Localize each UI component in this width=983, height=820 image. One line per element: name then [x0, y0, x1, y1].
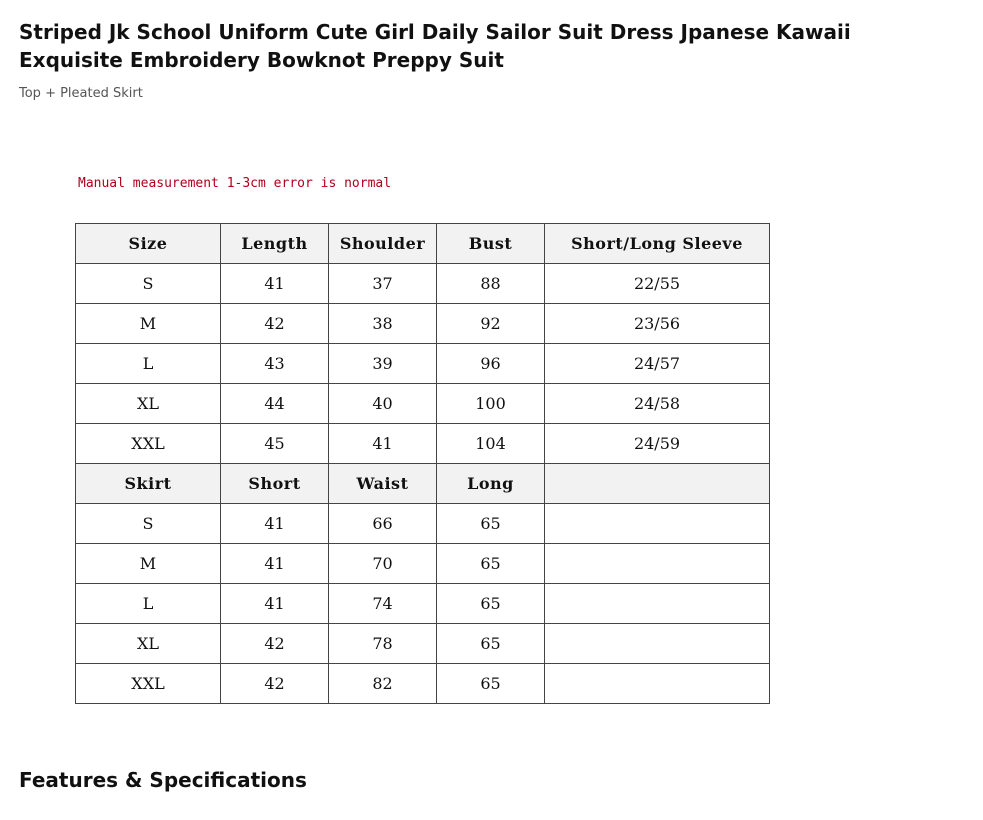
table-row: [76, 504, 770, 544]
table-row: [76, 544, 770, 584]
table-row: [76, 664, 770, 704]
features-heading: Features & Specifications: [19, 768, 307, 792]
table-cell: L: [76, 584, 221, 624]
header-cell: [545, 464, 770, 504]
table-cell: 24/59: [545, 424, 770, 464]
table-cell: M: [76, 304, 221, 344]
table-cell: 66: [329, 504, 437, 544]
table-cell: 104: [437, 424, 545, 464]
table-cell: 24/58: [545, 384, 770, 424]
table-cell: 38: [329, 304, 437, 344]
table-cell: [545, 664, 770, 704]
table-cell: 96: [437, 344, 545, 384]
table-cell: 41: [221, 264, 329, 304]
table-cell: 41: [221, 544, 329, 584]
table-cell: XL: [76, 384, 221, 424]
header-cell: Skirt: [76, 464, 221, 504]
table-cell: S: [76, 504, 221, 544]
table-cell: 41: [221, 504, 329, 544]
table-cell: 42: [221, 624, 329, 664]
table-cell: 65: [437, 624, 545, 664]
table-cell: 74: [329, 584, 437, 624]
table-row: [76, 264, 770, 304]
table-cell: XXL: [76, 424, 221, 464]
table-cell: L: [76, 344, 221, 384]
table-cell: M: [76, 544, 221, 584]
table-cell: 41: [221, 584, 329, 624]
table-cell: 92: [437, 304, 545, 344]
product-title: Striped Jk School Uniform Cute Girl Daily Sailor Suit Dress Jpanese Kawaii Exquisite Embroidery Bowknot Preppy Suit: [19, 20, 851, 72]
table-row: [76, 304, 770, 344]
table-row: [76, 384, 770, 424]
table-cell: 82: [329, 664, 437, 704]
table-cell: 44: [221, 384, 329, 424]
table-cell: 65: [437, 544, 545, 584]
table-cell: XXL: [76, 664, 221, 704]
table-cell: [545, 584, 770, 624]
table-cell: 24/57: [545, 344, 770, 384]
measurement-note: Manual measurement 1-3cm error is normal: [78, 176, 392, 191]
table-cell: 78: [329, 624, 437, 664]
table-cell: [545, 544, 770, 584]
table-cell: S: [76, 264, 221, 304]
table-cell: [545, 504, 770, 544]
table-cell: 41: [329, 424, 437, 464]
table-cell: 42: [221, 304, 329, 344]
table-cell: 40: [329, 384, 437, 424]
table-row: [76, 424, 770, 464]
table-cell: 65: [437, 584, 545, 624]
table-row: [76, 624, 770, 664]
table-cell: XL: [76, 624, 221, 664]
table-cell: 22/55: [545, 264, 770, 304]
table-cell: [545, 624, 770, 664]
table-cell: 45: [221, 424, 329, 464]
header-cell: Size: [76, 224, 221, 264]
header-cell: Shoulder: [329, 224, 437, 264]
size-chart-table: [75, 223, 770, 704]
table-cell: 43: [221, 344, 329, 384]
header-cell: Short: [221, 464, 329, 504]
header-cell: Short/Long Sleeve: [545, 224, 770, 264]
table-cell: 42: [221, 664, 329, 704]
header-cell: Waist: [329, 464, 437, 504]
table-row: [76, 344, 770, 384]
table-cell: 70: [329, 544, 437, 584]
table-cell: 88: [437, 264, 545, 304]
top-header-row: [76, 224, 770, 264]
table-cell: 37: [329, 264, 437, 304]
header-cell: Bust: [437, 224, 545, 264]
table-cell: 39: [329, 344, 437, 384]
table-cell: 23/56: [545, 304, 770, 344]
table-cell: 65: [437, 664, 545, 704]
skirt-header-row: [76, 464, 770, 504]
table-cell: 100: [437, 384, 545, 424]
table-row: [76, 584, 770, 624]
header-cell: Length: [221, 224, 329, 264]
product-subtitle: Top + Pleated Skirt: [19, 86, 143, 101]
header-cell: Long: [437, 464, 545, 504]
table-cell: 65: [437, 504, 545, 544]
